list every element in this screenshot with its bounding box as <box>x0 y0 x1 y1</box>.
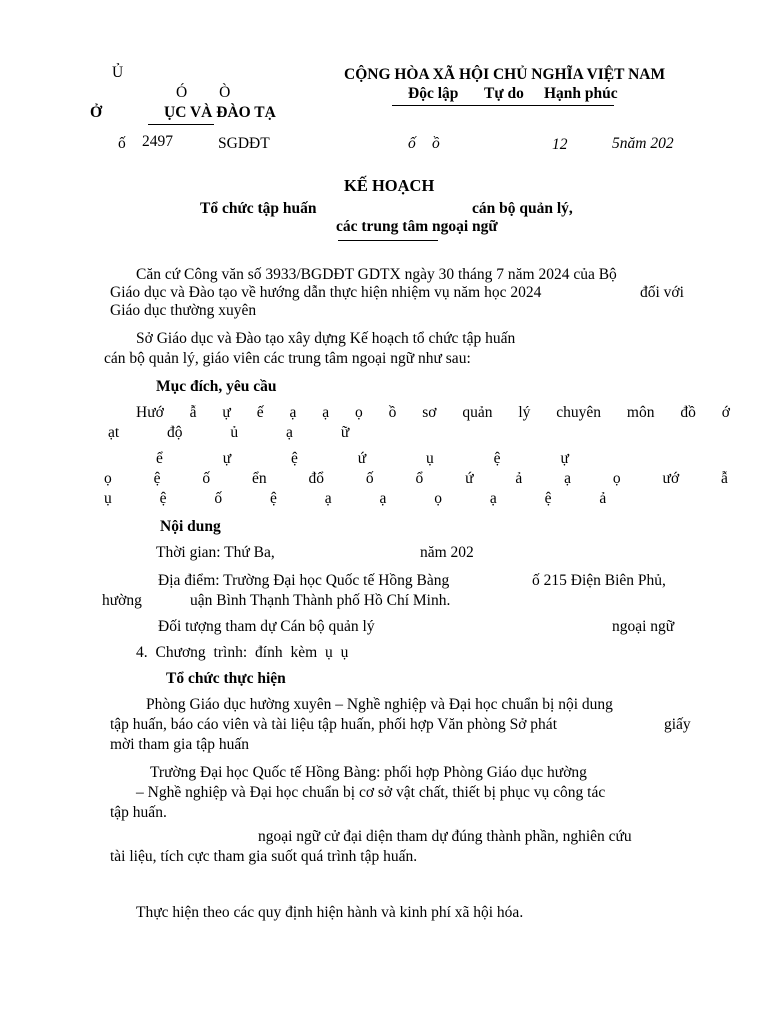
section2-place-1b: ố 215 Điện Biên Phủ, <box>532 572 666 589</box>
motto-2: Tự do <box>484 85 524 102</box>
section3-para2-line2: – Nghề nghiệp và Đại học chuẩn bị cơ sở vật chất, thiết bị phục vụ công tác <box>136 784 606 801</box>
section2-heading: Nội dung <box>160 518 221 535</box>
section3-para1-line3: mời tham gia tập huấn <box>110 736 250 753</box>
date-part-a: ố <box>408 135 416 152</box>
agency-underline <box>148 124 214 125</box>
title-sub-1a: Tổ chức tập huấn <box>200 200 317 217</box>
section2-program: 4. Chương trình: đính kèm ụ ụ <box>136 644 349 661</box>
agency-line-3a: Ở <box>90 104 103 121</box>
section2-attendees-a: Đối tượng tham dự Cán bộ quản lý <box>158 618 375 635</box>
section2-attendees-b: ngoại ngữ <box>612 618 675 635</box>
section3-heading: Tổ chức thực hiện <box>166 670 286 687</box>
section1-line2: ạt độ ủ ạ ữ <box>108 424 350 441</box>
doc-number-prefix: ố <box>118 135 126 152</box>
doc-number: 2497 <box>142 133 173 150</box>
section3-para2-line1: Trường Đại học Quốc tế Hồng Bàng: phối hợp Phòng Giáo dục hường <box>150 764 587 781</box>
section2-place-2a: hường <box>102 592 142 609</box>
agency-line-1: Ủ <box>112 64 124 81</box>
para1-line2a: Giáo dục và Đào tạo về hướng dẫn thực hiện nhiệm vụ năm học 2024 <box>110 284 542 301</box>
para2-line1: Sở Giáo dục và Đào tạo xây dựng Kế hoạch tổ chức tập huấn <box>136 330 516 347</box>
country-name: CỘNG HÒA XÃ HỘI CHỦ NGHĨA VIỆT NAM <box>344 66 666 83</box>
section1-line5: ụ ệ ố ệ ạ ạ ọ ạ ệ ả <box>104 490 607 507</box>
section1-heading: Mục đích, yêu cầu <box>156 378 277 395</box>
section3-para2-line3: tập huấn. <box>110 804 167 821</box>
para1-line3: Giáo dục thường xuyên <box>110 302 257 319</box>
section2-place-1a: Địa điểm: Trường Đại học Quốc tế Hồng Bàng <box>158 572 450 589</box>
para1-line1: Căn cứ Công văn số 3933/BGDĐT GDTX ngày 30 tháng 7 năm 2024 của Bộ <box>136 266 617 283</box>
title-underline <box>338 240 438 241</box>
section3-para3-line1: ngoại ngữ cử đại diện tham dự đúng thành phần, nghiên cứu <box>258 828 632 845</box>
document-title: KẾ HOẠCH <box>344 176 435 195</box>
title-sub-1b: cán bộ quản lý, <box>472 200 573 217</box>
section3-para1-line1: Phòng Giáo dục hường xuyên – Nghề nghiệp và Đại học chuẩn bị nội dung <box>146 696 613 713</box>
section3-para3-line2: tài liệu, tích cực tham gia suốt quá trình tập huấn. <box>110 848 418 865</box>
section3-para1-line2b: giấy <box>664 716 691 733</box>
motto-3: Hạnh phúc <box>544 85 618 102</box>
date-part-b: ồ <box>432 135 440 152</box>
section2-time: Thời gian: Thứ Ba, <box>156 544 275 561</box>
date-day: 12 <box>552 136 568 153</box>
title-sub-2: các trung tâm ngoại ngữ <box>336 218 498 235</box>
final-paragraph: Thực hiện theo các quy định hiện hành và kinh phí xã hội hóa. <box>136 904 524 921</box>
para2-line2: cán bộ quản lý, giáo viên các trung tâm ngoại ngữ như sau: <box>104 350 471 367</box>
motto-underline <box>392 105 614 106</box>
section3-para1-line2a: tập huấn, báo cáo viên và tài liệu tập huấn, phối hợp Văn phòng Sở phát <box>110 716 557 733</box>
section1-line1: Hướ ẫ ự ế ạ ạ ọ ồ sơ quản lý chuyên môn đồ ớ <box>136 404 730 421</box>
section2-time-year: năm 202 <box>420 544 474 561</box>
date-rest: 5năm 202 <box>612 135 674 152</box>
section1-line3: ể ự ệ ứ ụ ệ ự <box>156 450 569 467</box>
agency-name: ỤC VÀ ĐÀO TẠ <box>164 104 276 121</box>
agency-line-2: Ó Ò <box>176 84 245 101</box>
motto-1: Độc lập <box>408 85 459 102</box>
section2-place-2b: uận Bình Thạnh Thành phố Hồ Chí Minh. <box>190 592 451 609</box>
para1-line2b: đối với <box>640 284 684 301</box>
section1-line4: ọ ệ ố ển đổ ố ổ ứ ả ạ ọ ướ ẫ <box>104 470 728 487</box>
doc-number-suffix: SGDĐT <box>218 135 270 152</box>
